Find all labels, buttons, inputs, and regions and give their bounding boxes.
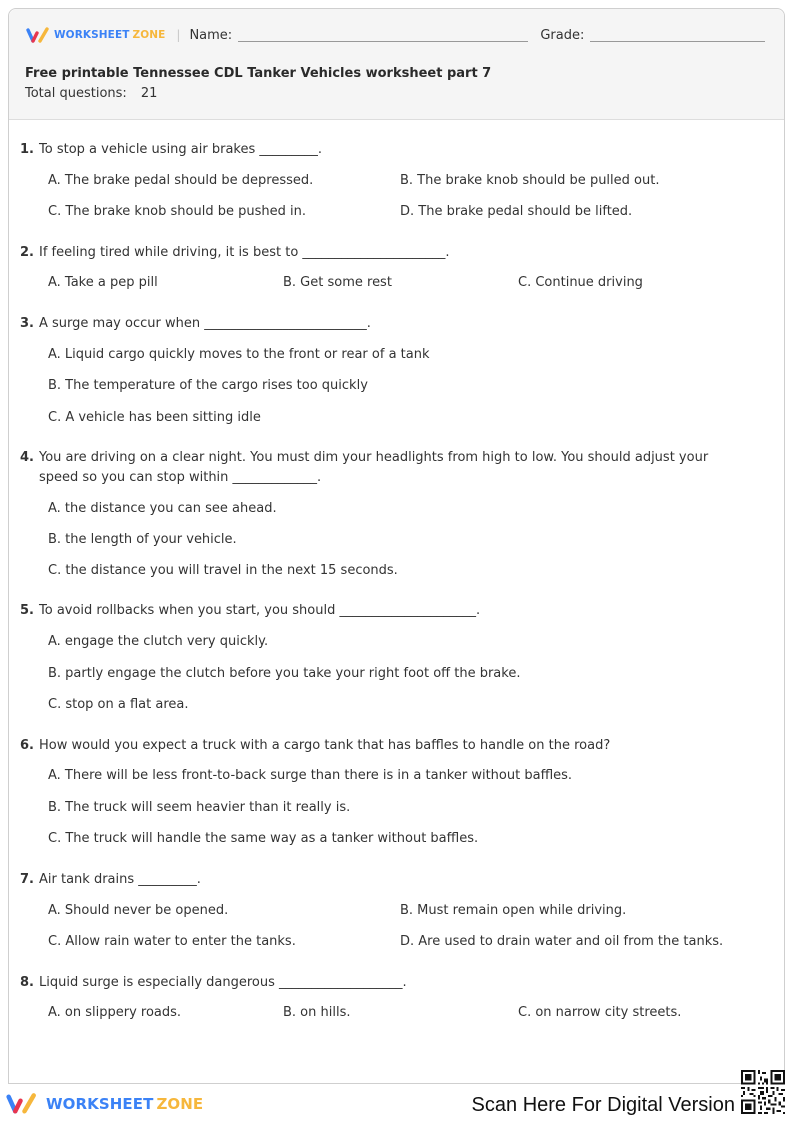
option-b[interactable]: B. on hills.: [283, 1005, 351, 1020]
logo-mark-icon: [26, 27, 51, 44]
total-questions-label: Total questions:: [25, 86, 127, 101]
option-a[interactable]: A. Should never be opened.: [48, 903, 229, 918]
option-c[interactable]: C. The brake knob should be pushed in.: [48, 204, 306, 219]
total-questions-value: 21: [140, 86, 158, 101]
brand-word-worksheet: WORKSHEET: [54, 29, 130, 41]
question-4: [20, 449, 760, 579]
name-label: Name:: [189, 27, 233, 43]
option-b[interactable]: B. partly engage the clutch before you take your right foot off the brake.: [48, 666, 521, 681]
option-c[interactable]: C. on narrow city streets.: [518, 1005, 682, 1020]
option-c[interactable]: C. A vehicle has been sitting idle: [48, 410, 261, 425]
question-7: [20, 871, 760, 951]
option-b[interactable]: B. The truck will seem heavier than it really is.: [48, 800, 351, 815]
option-a[interactable]: A. Liquid cargo quickly moves to the front or rear of a tank: [48, 347, 430, 362]
option-b[interactable]: B. Must remain open while driving.: [400, 903, 627, 918]
brand-word-zone: ZONE: [156, 1095, 204, 1113]
question-text: A surge may occur when _________________________.: [39, 316, 371, 331]
question-text: You are driving on a clear night. You must dim your headlights from high to low. You should adjust your speed so you can stop within _____________.: [39, 450, 709, 485]
option-d[interactable]: D. Are used to drain water and oil from the tanks.: [400, 934, 724, 949]
question-1: [20, 141, 760, 221]
brand-wordmark: [54, 29, 165, 41]
worksheet-header: [9, 9, 784, 120]
question-number: 4.: [20, 450, 34, 465]
name-field[interactable]: [238, 28, 528, 42]
worksheet-title: Free printable Tennessee CDL Tanker Vehicles worksheet part 7: [25, 66, 492, 81]
question-3: [20, 315, 760, 425]
option-a[interactable]: A. on slippery roads.: [48, 1005, 182, 1020]
brand-wordmark: [46, 1095, 203, 1113]
option-b[interactable]: B. Get some rest: [283, 275, 392, 290]
option-b[interactable]: B. The temperature of the cargo rises too quickly: [48, 378, 368, 393]
question-number: 6.: [20, 738, 34, 753]
question-text: If feeling tired while driving, it is best to ______________________.: [39, 245, 450, 260]
question-text: To avoid rollbacks when you start, you should _____________________.: [39, 603, 481, 618]
question-number: 5.: [20, 603, 34, 618]
option-c[interactable]: C. stop on a flat area.: [48, 697, 189, 712]
grade-field[interactable]: [590, 28, 765, 42]
brand-logo: [26, 27, 165, 44]
grade-label: Grade:: [540, 27, 585, 43]
option-c[interactable]: C. Allow rain water to enter the tanks.: [48, 934, 296, 949]
question-number: 8.: [20, 975, 34, 990]
option-c[interactable]: C. Continue driving: [518, 275, 643, 290]
question-text: How would you expect a truck with a cargo tank that has baffles to handle on the road?: [39, 738, 611, 753]
option-a[interactable]: A. The brake pedal should be depressed.: [48, 173, 314, 188]
question-5: [20, 602, 760, 712]
scan-instruction: Scan Here For Digital Version: [471, 1094, 735, 1116]
logo-mark-icon: [6, 1092, 39, 1116]
option-c[interactable]: C. The truck will handle the same way as a tanker without baffles.: [48, 831, 479, 846]
option-b[interactable]: B. the length of your vehicle.: [48, 532, 237, 547]
total-questions: [25, 86, 157, 101]
brand-word-zone: ZONE: [132, 29, 166, 41]
question-text: Air tank drains _________.: [39, 872, 201, 887]
divider: |: [176, 28, 181, 42]
option-a[interactable]: A. engage the clutch very quickly.: [48, 634, 269, 649]
brand-word-worksheet: WORKSHEET: [46, 1095, 154, 1113]
option-d[interactable]: D. The brake pedal should be lifted.: [400, 204, 633, 219]
question-number: 1.: [20, 142, 34, 157]
question-number: 3.: [20, 316, 34, 331]
option-a[interactable]: A. Take a pep pill: [48, 275, 158, 290]
question-8: [20, 974, 760, 1024]
question-text: Liquid surge is especially dangerous ___________________.: [39, 975, 407, 990]
question-6: [20, 737, 760, 847]
footer-brand-logo: [6, 1092, 203, 1116]
question-text: To stop a vehicle using air brakes _________.: [39, 142, 323, 157]
option-b[interactable]: B. The brake knob should be pulled out.: [400, 173, 660, 188]
option-a[interactable]: A. the distance you can see ahead.: [48, 501, 277, 516]
question-number: 7.: [20, 872, 34, 887]
option-a[interactable]: A. There will be less front-to-back surge than there is in a tanker without baffles.: [48, 768, 573, 783]
header-top-row: [26, 25, 765, 45]
qr-code-icon[interactable]: [741, 1070, 785, 1114]
question-2: [20, 244, 760, 294]
option-c[interactable]: C. the distance you will travel in the next 15 seconds.: [48, 563, 398, 578]
question-number: 2.: [20, 245, 34, 260]
